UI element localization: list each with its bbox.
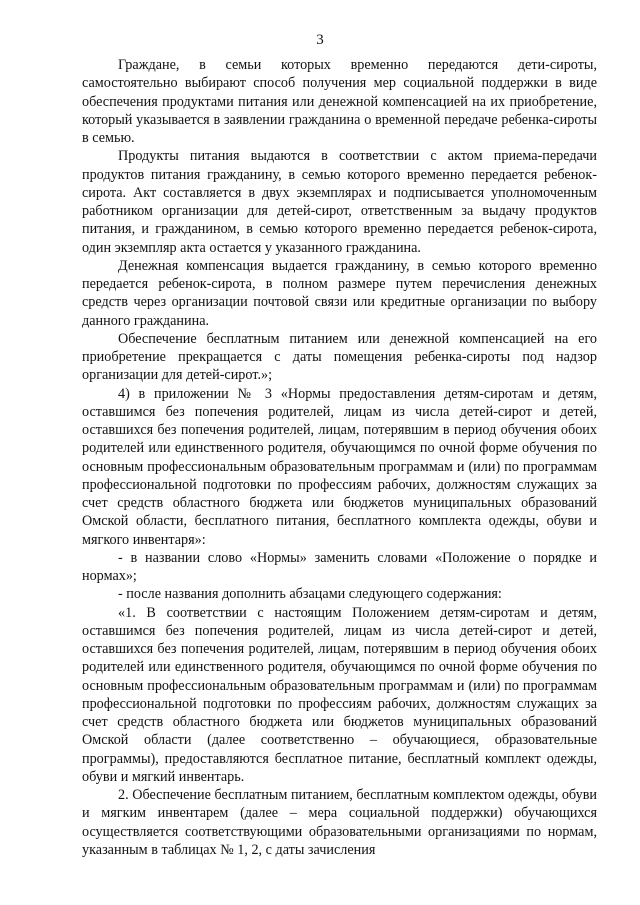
page-number: 3 (316, 32, 324, 48)
paragraph-3: Денежная компенсация выдается гражданину, в семью которого временно передается ребенок-сирота, в полном размере путем перечисления денежных средств через организации почтовой связи или кредитные организации по выбору данного гражданина. (82, 257, 597, 329)
paragraph-6: - в названии слово «Нормы» заменить словами «Положение о порядке и нормах»; (82, 549, 597, 584)
paragraph-8: «1. В соответствии с настоящим Положением детям-сиротам и детям, оставшимся без попечения родителей, лицам из числа детей-сирот и детей, оставшихся без попечения родителей, лицам, потерявшим в период обучения обоих родителей или единственного родителя, обучающимся по очной форме обучения по основным профессиональным образовательным программам и (или) по программам профессиональной подготовки по профессиям рабочих, должностям служащих за счет средств областного бюджета или бюджетов муниципальных образований Омской области (далее соответственно – обучающиеся, образовательные программы), предоставляются бесплатное питание, бесплатный комплект одежды, обуви и мягкий инвентарь. (82, 604, 597, 785)
paragraph-5: 4) в приложении № 3 «Нормы предоставления детям-сиротам и детям, оставшимся без попечения родителей, лицам из числа детей-сирот и детей, оставшихся без попечения родителей, лицам, потерявшим в период обучения обоих родителей или единственного родителя, обучающимся по очной форме обучения по основным профессиональным образовательным программам и (или) по программам профессиональной подготовки по профессиям рабочих, должностям служащих за счет средств областного бюджета или бюджетов муниципальных образований Омской области, бесплатного питания, бесплатного комплекта одежды, обуви и мягкого инвентаря»: (82, 385, 597, 548)
paragraph-1: Граждане, в семьи которых временно передаются дети-сироты, самостоятельно выбирают способ получения мер социальной поддержки в виде обеспечения продуктами питания или денежной компенсацией на их приобретение, который указывается в заявлении гражданина о временной передаче ребенка-сироты в семью. (82, 57, 597, 146)
paragraph-9: 2. Обеспечение бесплатным питанием, бесплатным комплектом одежды, обуви и мягким инвентарем (далее – мера социальной поддержки) обучающихся осуществляется соответствующими образовательными организациями по нормам, указанным в таблицах № 1, 2, с даты зачисления (82, 787, 597, 858)
paragraph-4: Обеспечение бесплатным питанием или денежной компенсацией на его приобретение прекращается с даты помещения ребенка-сироты под надзор организации для детей-сирот.»; (82, 330, 597, 384)
paragraph-2: Продукты питания выдаются в соответствии с актом приема-передачи продуктов питания гражданину, в семью которого временно передается ребенок-сирота. Акт составляется в двух экземплярах и подписывается уполномоченным работником организации для детей-сирот, ответственным за выдачу продуктов питания, и гражданином, в семью которого временно передается ребенок-сирота, один экземпляр акта остается у указанного гражданина. (82, 148, 597, 256)
paragraph-7: - после названия дополнить абзацами следующего содержания: (118, 586, 502, 603)
document-body (82, 56, 597, 859)
